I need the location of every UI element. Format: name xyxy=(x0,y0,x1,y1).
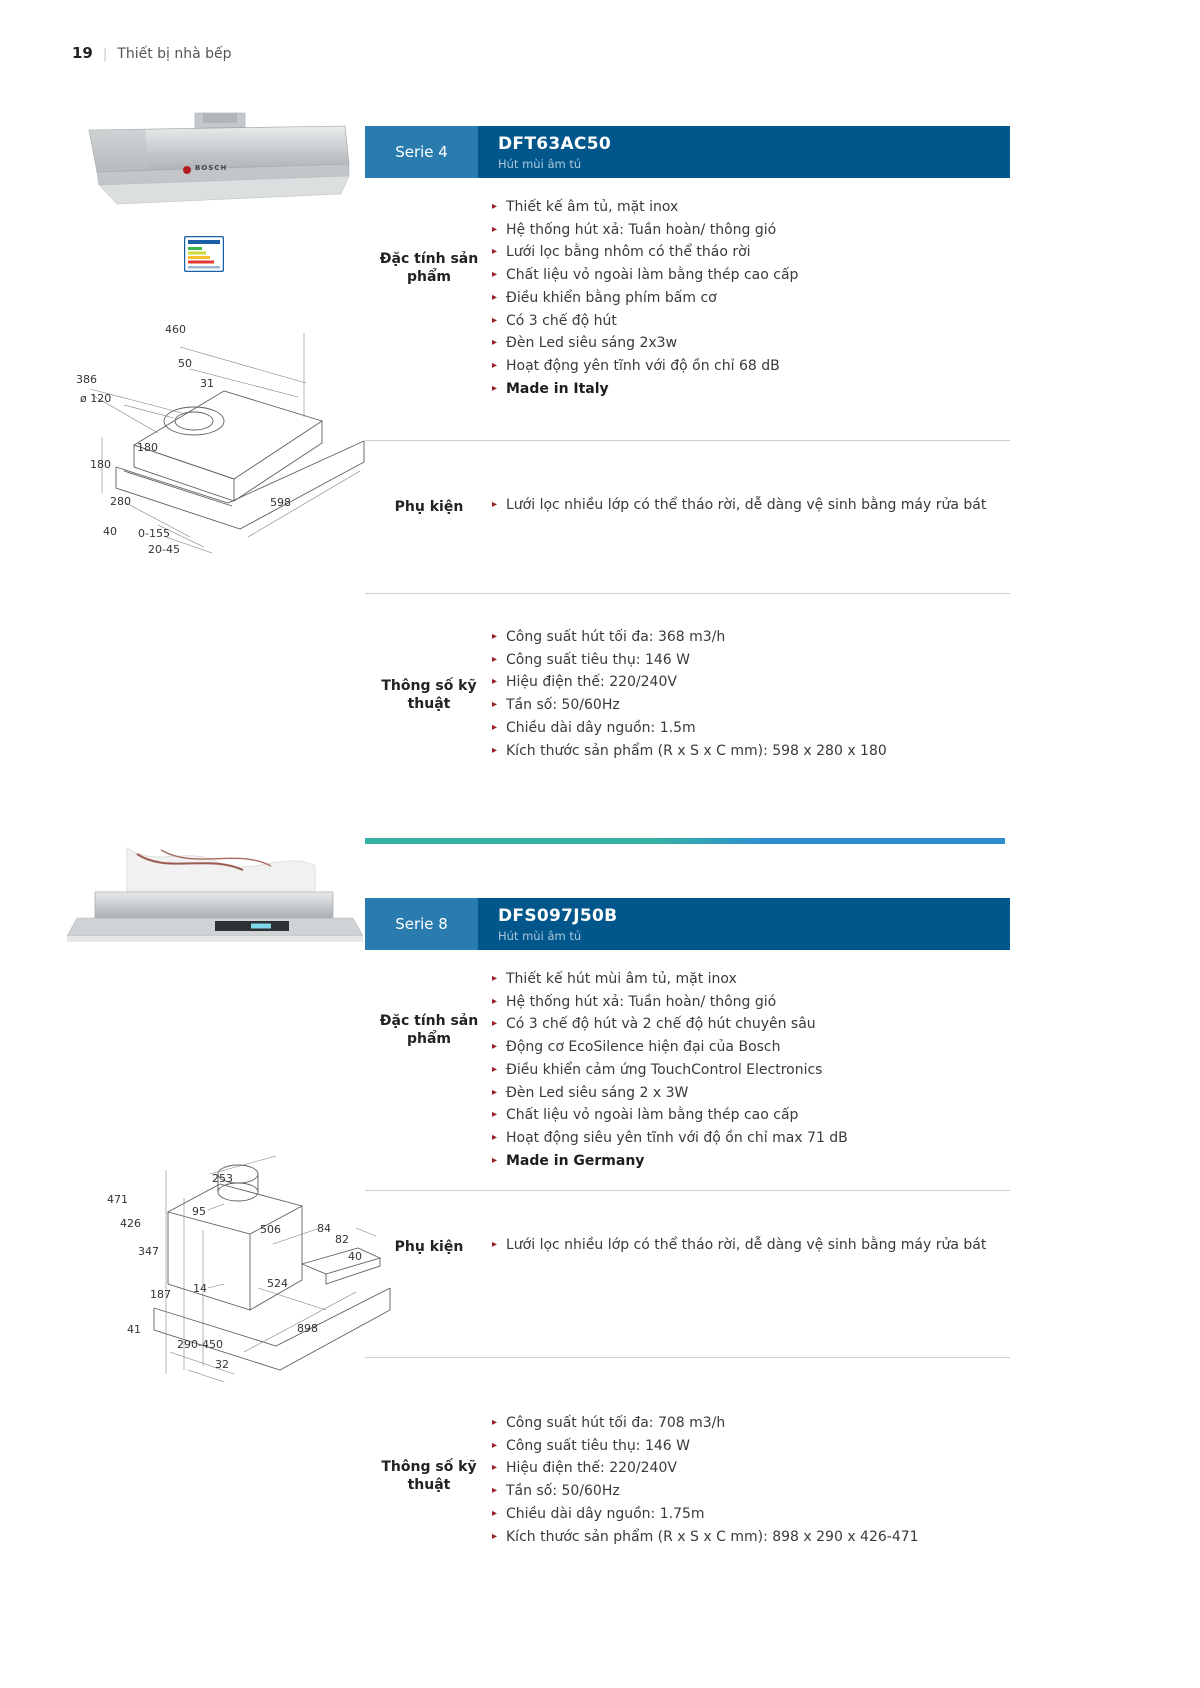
product-model: DFT63AC50 xyxy=(498,133,611,154)
energy-label-icon xyxy=(184,236,224,272)
page-section-title: Thiết bị nhà bếp xyxy=(117,46,232,62)
dimension-label: 50 xyxy=(178,357,192,370)
dimension-label: 253 xyxy=(212,1172,233,1185)
bullet-arrow-icon: ▸ xyxy=(492,291,498,303)
product-photo-dft63ac50 xyxy=(75,112,360,217)
dimension-label: 386 xyxy=(76,373,97,386)
bullet-arrow-icon: ▸ xyxy=(492,1530,498,1542)
product-header-dft63ac50 xyxy=(365,126,1010,178)
bullet-arrow-icon: ▸ xyxy=(492,699,498,711)
section-divider xyxy=(365,440,1010,441)
section-divider xyxy=(365,593,1010,594)
hood-photo-illustration xyxy=(65,838,365,960)
bullet-arrow-icon: ▸ xyxy=(492,359,498,371)
bullet-arrow-icon: ▸ xyxy=(492,1507,498,1519)
bullet-arrow-icon: ▸ xyxy=(492,1439,498,1451)
feature-item: ▸ Lưới lọc bằng nhôm có thể tháo rời xyxy=(492,241,1010,264)
spec-item: ▸ Công suất hút tối đa: 368 m3/h xyxy=(492,626,1010,649)
bullet-arrow-icon: ▸ xyxy=(492,1131,498,1143)
spec-item: ▸ Hiệu điện thế: 220/240V xyxy=(492,671,1010,694)
dimension-label: 347 xyxy=(138,1245,159,1258)
dimension-label: 31 xyxy=(200,377,214,390)
feature-item: ▸ Hệ thống hút xả: Tuần hoàn/ thông gió xyxy=(492,991,1010,1014)
accessories-list xyxy=(492,494,1010,517)
dimension-label: 426 xyxy=(120,1217,141,1230)
dimension-label: 898 xyxy=(297,1322,318,1335)
product-separator-bar xyxy=(365,838,1005,844)
dimension-label: 20-45 xyxy=(148,543,180,556)
section-divider xyxy=(365,1190,1010,1191)
spec-item: ▸ Chiều dài dây nguồn: 1.5m xyxy=(492,717,1010,740)
drawing-wireframe xyxy=(58,1052,393,1382)
bullet-arrow-icon: ▸ xyxy=(492,1041,498,1053)
serie-badge xyxy=(365,126,478,178)
feature-item: ▸ Thiết kế hút mùi âm tủ, mặt inox xyxy=(492,968,1010,991)
bullet-arrow-icon: ▸ xyxy=(492,1109,498,1121)
spec-item: ▸ Công suất hút tối đa: 708 m3/h xyxy=(492,1412,1010,1435)
dimension-label: 0-155 xyxy=(138,527,170,540)
bullet-arrow-icon: ▸ xyxy=(492,1462,498,1474)
dimension-label: 460 xyxy=(165,323,186,336)
bullet-arrow-icon: ▸ xyxy=(492,744,498,756)
header-separator: | xyxy=(102,47,108,62)
features-label: Đặc tính sản phẩm xyxy=(379,1013,479,1047)
product-title-block xyxy=(478,126,1010,178)
features-list xyxy=(492,968,1010,1172)
feature-item: ▸ Điều khiển cảm ứng TouchControl Electronics xyxy=(492,1059,1010,1082)
bullet-arrow-icon: ▸ xyxy=(492,1239,498,1250)
dimension-label: 506 xyxy=(260,1223,281,1236)
feature-item: ▸ Hệ thống hút xả: Tuần hoàn/ thông gió xyxy=(492,219,1010,242)
dimension-label: 471 xyxy=(107,1193,128,1206)
spec-item: ▸ Kích thước sản phẩm (R x S x C mm): 598 x 280 x 180 xyxy=(492,740,1010,763)
spec-item: ▸ Công suất tiêu thụ: 146 W xyxy=(492,649,1010,672)
dimension-label: 290-450 xyxy=(177,1338,223,1351)
dimension-label: 82 xyxy=(335,1233,349,1246)
accessory-item: ▸ Lưới lọc nhiều lớp có thể tháo rời, dễ dàng vệ sinh bằng máy rửa bát xyxy=(492,494,1010,517)
features-label: Đặc tính sản phẩm xyxy=(379,251,479,285)
specs-label: Thông số kỹ thuật xyxy=(381,1459,477,1493)
spec-item: ▸ Hiệu điện thế: 220/240V xyxy=(492,1457,1010,1480)
bullet-arrow-icon: ▸ xyxy=(492,676,498,688)
spec-item: ▸ Tần số: 50/60Hz xyxy=(492,1480,1010,1503)
bullet-arrow-icon: ▸ xyxy=(492,1086,498,1098)
dimension-label: 280 xyxy=(110,495,131,508)
section-divider xyxy=(365,1357,1010,1358)
specs-list xyxy=(492,626,1010,762)
dimension-label: 95 xyxy=(192,1205,206,1218)
feature-item: ▸ Thiết kế âm tủ, mặt inox xyxy=(492,196,1010,219)
accessories-list xyxy=(492,1234,1010,1257)
bullet-arrow-icon: ▸ xyxy=(492,382,498,394)
specs-list xyxy=(492,1412,1010,1548)
product-category: Hút mùi âm tủ xyxy=(498,156,582,171)
product-category: Hút mùi âm tủ xyxy=(498,928,582,943)
specs-label: Thông số kỹ thuật xyxy=(381,678,477,712)
page-header xyxy=(72,44,232,62)
page-number: 19 xyxy=(72,44,93,62)
bullet-arrow-icon: ▸ xyxy=(492,337,498,349)
bosch-logo: BOSCH xyxy=(195,164,228,172)
feature-item: ▸ Made in Germany xyxy=(492,1150,1010,1173)
dimension-label: 180 xyxy=(137,441,158,454)
bullet-arrow-icon: ▸ xyxy=(492,1485,498,1497)
bullet-arrow-icon: ▸ xyxy=(492,1417,498,1428)
feature-item: ▸ Hoạt động siêu yên tĩnh với độ ồn chỉ max 71 dB xyxy=(492,1127,1010,1150)
bullet-arrow-icon: ▸ xyxy=(492,1154,498,1166)
spec-item: ▸ Tần số: 50/60Hz xyxy=(492,694,1010,717)
bullet-arrow-icon: ▸ xyxy=(492,995,498,1007)
feature-item: ▸ Động cơ EcoSilence hiện đại của Bosch xyxy=(492,1036,1010,1059)
bullet-arrow-icon: ▸ xyxy=(492,246,498,258)
bullet-arrow-icon: ▸ xyxy=(492,1063,498,1075)
bullet-arrow-icon: ▸ xyxy=(492,223,498,235)
serie-badge xyxy=(365,898,478,950)
bullet-arrow-icon: ▸ xyxy=(492,653,498,665)
bullet-arrow-icon: ▸ xyxy=(492,1018,498,1030)
drawing-wireframe xyxy=(62,285,372,557)
accessory-item: ▸ Lưới lọc nhiều lớp có thể tháo rời, dễ dàng vệ sinh bằng máy rửa bát xyxy=(492,1234,1010,1257)
feature-item: ▸ Đèn Led siêu sáng 2 x 3W xyxy=(492,1082,1010,1105)
dimension-label: 40 xyxy=(348,1250,362,1263)
feature-item: ▸ Đèn Led siêu sáng 2x3w xyxy=(492,332,1010,355)
dimension-label: ø 120 xyxy=(80,392,112,405)
spec-item: ▸ Chiều dài dây nguồn: 1.75m xyxy=(492,1503,1010,1526)
feature-item: ▸ Điều khiển bằng phím bấm cơ xyxy=(492,287,1010,310)
accessories-label: Phụ kiện xyxy=(394,1239,464,1255)
feature-item: ▸ Có 3 chế độ hút và 2 chế độ hút chuyên sâu xyxy=(492,1013,1010,1036)
product-model: DFS097J50B xyxy=(498,905,618,926)
dimension-label: 84 xyxy=(317,1222,331,1235)
features-list xyxy=(492,196,1010,400)
dimension-label: 41 xyxy=(127,1323,141,1336)
product-photo-dfs097j50b xyxy=(65,838,365,960)
feature-item: ▸ Có 3 chế độ hút xyxy=(492,310,1010,333)
bullet-arrow-icon: ▸ xyxy=(492,631,498,642)
bullet-arrow-icon: ▸ xyxy=(492,201,498,212)
feature-item: ▸ Chất liệu vỏ ngoài làm bằng thép cao cấp xyxy=(492,264,1010,287)
dimension-label: 524 xyxy=(267,1277,288,1290)
product-header-dfs097j50b xyxy=(365,898,1010,950)
dimension-label: 187 xyxy=(150,1288,171,1301)
serie-label: Serie 8 xyxy=(395,915,448,933)
product-title-block xyxy=(478,898,1010,950)
technical-drawing-dfs097j50b xyxy=(58,1052,393,1382)
feature-item: ▸ Hoạt động yên tĩnh với độ ồn chỉ 68 dB xyxy=(492,355,1010,378)
serie-label: Serie 4 xyxy=(395,143,448,161)
feature-item: ▸ Chất liệu vỏ ngoài làm bằng thép cao cấp xyxy=(492,1104,1010,1127)
bullet-arrow-icon: ▸ xyxy=(492,973,498,984)
bullet-arrow-icon: ▸ xyxy=(492,721,498,733)
bullet-arrow-icon: ▸ xyxy=(492,499,498,510)
dimension-label: 14 xyxy=(193,1282,207,1295)
bullet-arrow-icon: ▸ xyxy=(492,269,498,281)
spec-item: ▸ Kích thước sản phẩm (R x S x C mm): 898 x 290 x 426-471 xyxy=(492,1526,1010,1549)
dimension-label: 180 xyxy=(90,458,111,471)
bullet-arrow-icon: ▸ xyxy=(492,314,498,326)
spec-item: ▸ Công suất tiêu thụ: 146 W xyxy=(492,1435,1010,1458)
accessories-label: Phụ kiện xyxy=(394,499,464,515)
dimension-label: 40 xyxy=(103,525,117,538)
dimension-label: 32 xyxy=(215,1358,229,1371)
technical-drawing-dft63ac50 xyxy=(62,285,372,557)
dimension-label: 598 xyxy=(270,496,291,509)
feature-item: ▸ Made in Italy xyxy=(492,378,1010,401)
